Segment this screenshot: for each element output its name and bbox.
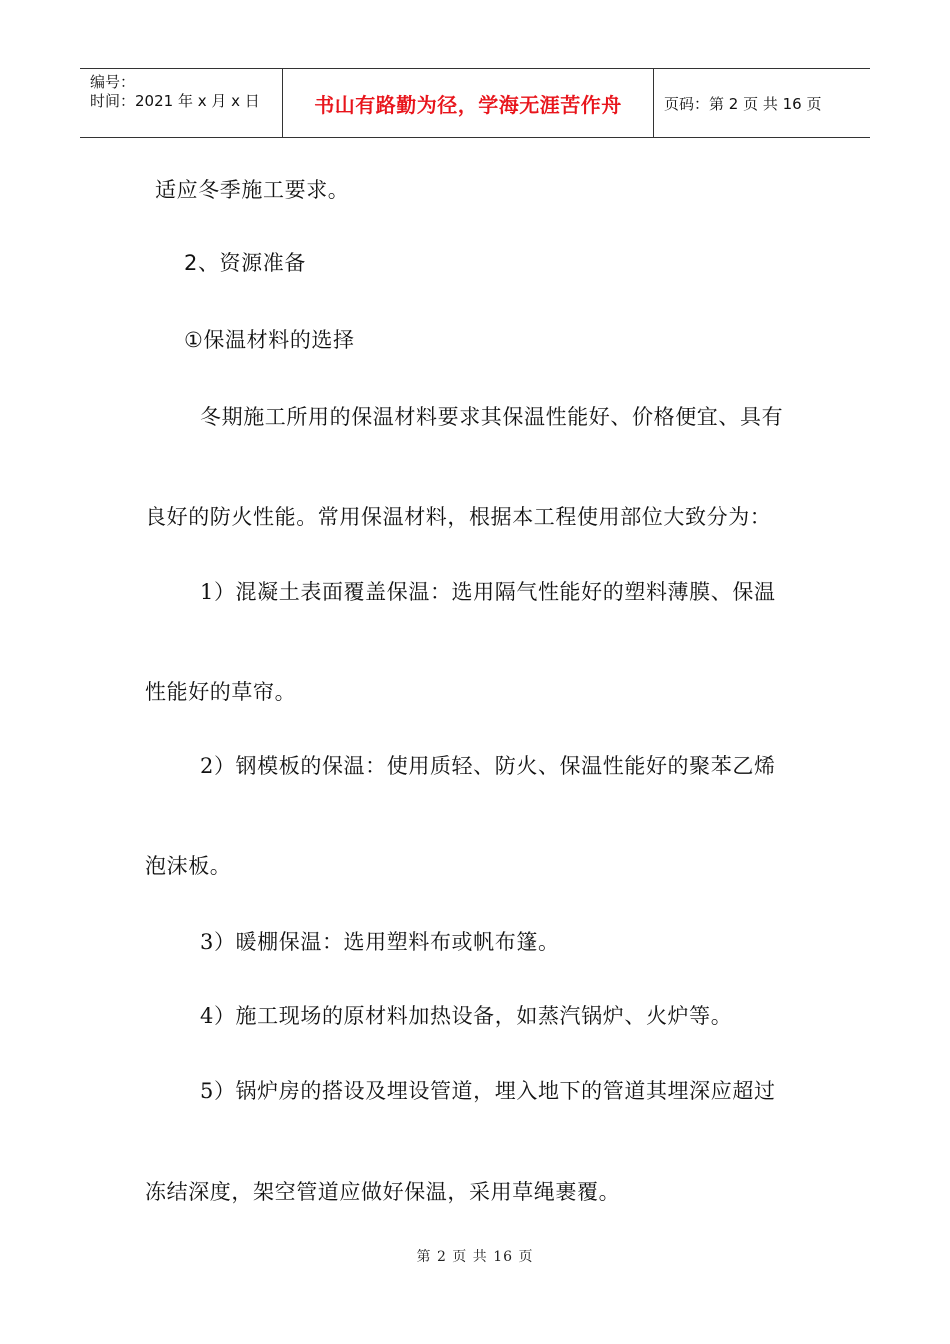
section-heading: 2、资源准备 xyxy=(184,251,306,275)
body-line: 冻结深度，架空管道应做好保温，采用草绳裹覆。 xyxy=(145,1180,621,1204)
body-line: 泡沫板。 xyxy=(145,854,232,878)
body-line: 2）钢模板的保温：使用质轻、防火、保温性能好的聚苯乙烯 xyxy=(200,754,776,778)
date-line: 时间：2021 年 x 月 x 日 xyxy=(90,92,260,110)
body-line: 适应冬季施工要求。 xyxy=(155,178,350,202)
body-line: 冬期施工所用的保温材料要求其保温性能好、价格便宜、具有 xyxy=(200,405,784,429)
header-motto-cell xyxy=(282,69,654,137)
body-line: 3）暖棚保温：选用塑料布或帆布篷。 xyxy=(200,930,560,954)
body-line: 4）施工现场的原材料加热设备，如蒸汽锅炉、火炉等。 xyxy=(200,1004,733,1028)
body-line: 5）锅炉房的搭设及埋设管道，埋入地下的管道其埋深应超过 xyxy=(200,1079,776,1103)
motto-text: 书山有路勤为径，学海无涯苦作舟 xyxy=(314,92,622,117)
subsection-heading: ①保温材料的选择 xyxy=(184,328,355,352)
body-line: 良好的防火性能。常用保温材料，根据本工程使用部位大致分为： xyxy=(145,505,772,529)
header-meta xyxy=(80,69,282,137)
number-label: 编号： xyxy=(90,73,136,91)
header-page-info xyxy=(654,69,870,137)
body-line: 性能好的草帘。 xyxy=(145,680,297,704)
page-header xyxy=(80,68,870,138)
page-info-text: 页码：第 2 页 共 16 页 xyxy=(664,94,822,113)
body-line: 1）混凝土表面覆盖保温：选用隔气性能好的塑料薄膜、保温 xyxy=(200,580,776,604)
page-footer: 第 2 页 共 16 页 xyxy=(416,1249,534,1265)
